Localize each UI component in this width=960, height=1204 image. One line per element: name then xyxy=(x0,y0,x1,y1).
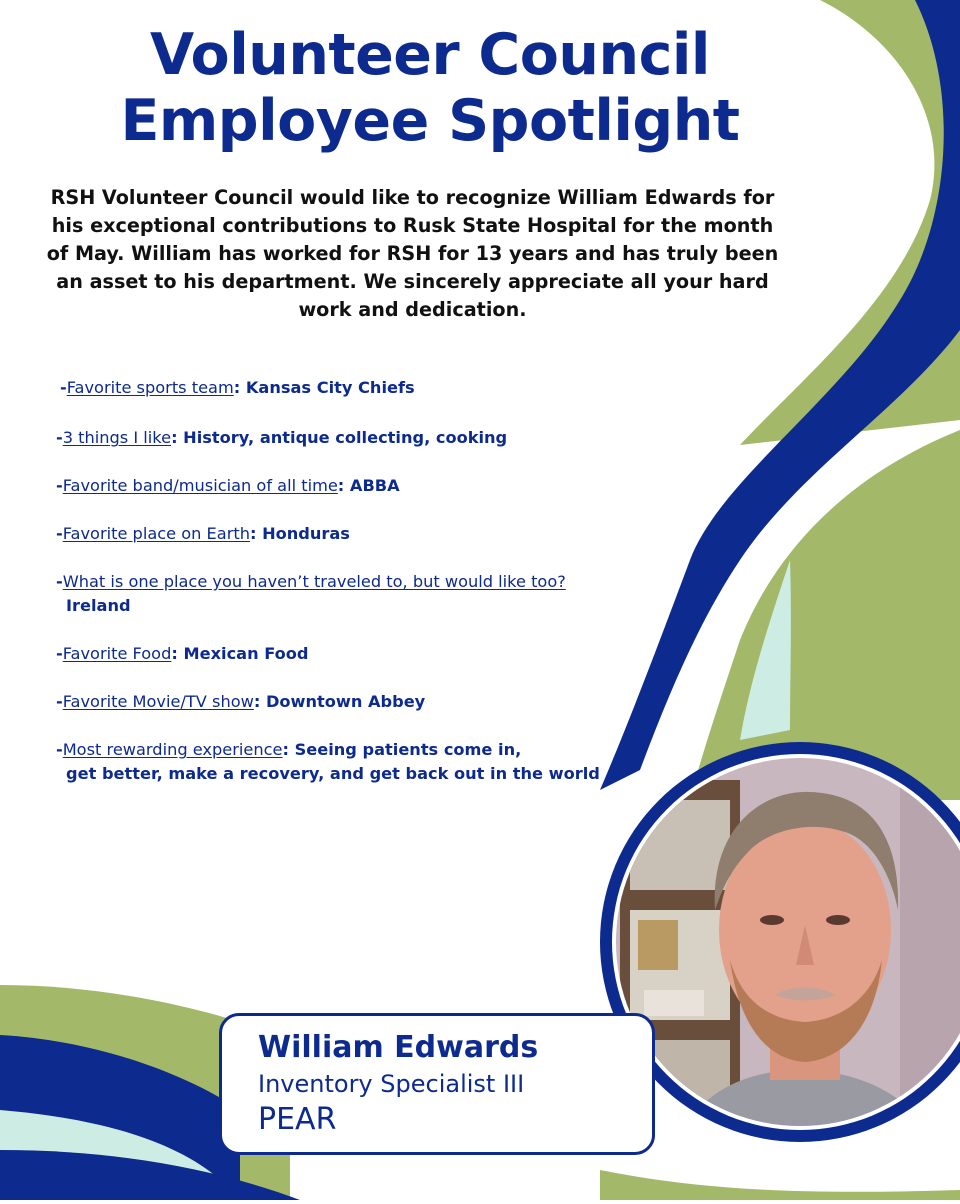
fact-question: Favorite place on Earth xyxy=(62,524,250,543)
fact-question: 3 things I like xyxy=(62,428,172,447)
fact-things-i-like: -3 things I like: History, antique collecting, cooking xyxy=(56,428,508,447)
title-line-1: Volunteer Council xyxy=(150,22,710,88)
fact-answer: History, antique collecting, cooking xyxy=(177,428,508,447)
fact-rewarding-experience: -Most rewarding experience: Seeing patients come in, get better, make a recovery, and get back out in the world xyxy=(56,738,600,786)
fact-answer-line2: Ireland xyxy=(66,596,131,615)
fact-question: Favorite band/musician of all time xyxy=(62,476,338,495)
fact-sports-team: -Favorite sports team: Kansas City Chiefs xyxy=(60,378,415,397)
intro-paragraph: RSH Volunteer Council would like to recognize William Edwards for his exceptional contributions to Rusk State Hospital for the month of May. William has worked for RSH for 13 years and has truly been an asset to his department. We sincerely appreciate all your hard work and dedication. xyxy=(46,186,779,321)
name-card xyxy=(219,1013,655,1155)
fact-question: Favorite sports team xyxy=(66,378,234,397)
employee-department: PEAR xyxy=(258,1102,337,1137)
fact-answer: Kansas City Chiefs xyxy=(240,378,415,397)
fact-answer: ABBA xyxy=(344,476,400,495)
fact-question: What is one place you haven’t traveled to, but would like too? xyxy=(62,572,566,591)
fact-answer-line2: get better, make a recovery, and get back out in the world xyxy=(66,764,600,783)
employee-role: Inventory Specialist III xyxy=(258,1070,525,1098)
fact-answer: Downtown Abbey xyxy=(260,692,426,711)
title-line-2: Employee Spotlight xyxy=(120,88,740,154)
fact-favorite-food: -Favorite Food: Mexican Food xyxy=(56,644,309,663)
fact-favorite-place: -Favorite place on Earth: Honduras xyxy=(56,524,350,543)
fact-answer: Mexican Food xyxy=(177,644,309,663)
fact-favorite-movie: -Favorite Movie/TV show: Downtown Abbey xyxy=(56,692,426,711)
employee-name: William Edwards xyxy=(258,1030,539,1065)
fact-travel-wish: -What is one place you haven’t traveled to, but would like too? Ireland xyxy=(56,570,566,618)
fact-question: Favorite Movie/TV show xyxy=(62,692,254,711)
fact-answer: Honduras xyxy=(256,524,350,543)
fact-favorite-band: -Favorite band/musician of all time: ABBA xyxy=(56,476,400,495)
page-title xyxy=(0,22,860,154)
fact-question: Favorite Food xyxy=(62,644,172,663)
fact-answer: Seeing patients come in, xyxy=(288,740,522,759)
fact-question: Most rewarding experience xyxy=(62,740,283,759)
